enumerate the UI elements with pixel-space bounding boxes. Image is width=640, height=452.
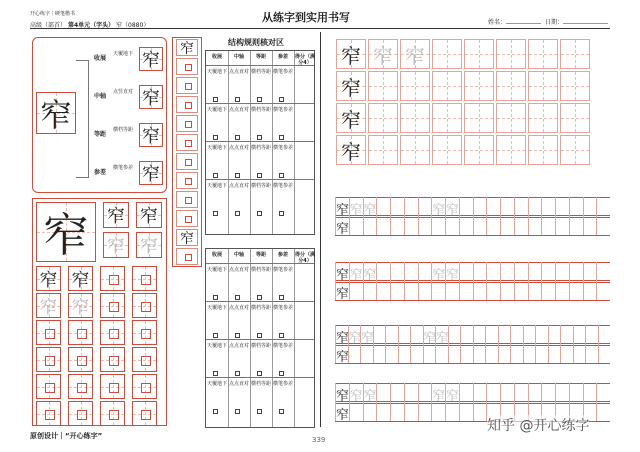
- practice-grid-cell[interactable]: [560, 39, 590, 69]
- model-char: 窄: [39, 96, 72, 134]
- check-note: 点点直对: [229, 69, 250, 75]
- level-label: 高级（部首）: [30, 22, 67, 29]
- practice-cell[interactable]: [36, 293, 61, 318]
- checkbox[interactable]: [257, 201, 262, 220]
- practice-cell[interactable]: [132, 266, 157, 291]
- line-char: 窄: [336, 287, 350, 302]
- practice-grid-cell[interactable]: [560, 135, 590, 165]
- footer-design: 原创设计｜“开心练字”: [30, 432, 103, 440]
- practice-cell[interactable]: [36, 266, 61, 291]
- practice-grid-cell[interactable]: [368, 103, 398, 133]
- practice-cell[interactable]: [68, 374, 93, 399]
- practice-grid-cell[interactable]: [400, 103, 430, 133]
- check-note: 横笔参差: [273, 107, 294, 113]
- center-divider: [320, 32, 321, 427]
- practice-char: 窄: [142, 126, 160, 147]
- analysis-label: 中轴: [94, 93, 107, 100]
- practice-char: 窄: [341, 43, 361, 68]
- practice-cell[interactable]: [132, 293, 157, 318]
- check-table: [205, 50, 315, 235]
- check-note: 点点直对: [229, 267, 250, 273]
- check-note: 天覆地下: [207, 145, 228, 151]
- practice-grid-cell[interactable]: [560, 71, 590, 101]
- check-note: 横档等距: [251, 267, 272, 273]
- practice-char: 窄: [39, 269, 58, 291]
- practice-cell[interactable]: [36, 320, 61, 345]
- line-char: 窄: [361, 331, 375, 346]
- check-note: 天覆地下: [207, 267, 228, 273]
- check-note: 横档等距: [251, 107, 272, 113]
- model-char-box: [36, 92, 76, 134]
- check-note: 点点直对: [229, 305, 250, 311]
- practice-cell[interactable]: [103, 232, 129, 258]
- check-header: 中轴: [233, 54, 244, 60]
- stroke-cell[interactable]: [176, 229, 198, 246]
- practice-char: 窄: [71, 296, 90, 318]
- practice-grid-cell[interactable]: [400, 71, 430, 101]
- practice-cell[interactable]: [136, 232, 162, 258]
- stroke-cell[interactable]: [176, 134, 198, 151]
- practice-grid-cell[interactable]: [400, 135, 430, 165]
- check-note: 天覆地下: [207, 69, 228, 75]
- practice-grid-cell[interactable]: [432, 71, 462, 101]
- watermark: 知乎 @开心练字: [487, 415, 589, 435]
- practice-grid-cell[interactable]: [336, 71, 366, 101]
- unit-label: 第4单元（字头）: [67, 22, 115, 29]
- check-note: 点点直对: [229, 107, 250, 113]
- practice-grid-cell[interactable]: [464, 39, 494, 69]
- practice-cell[interactable]: [132, 320, 157, 345]
- practice-cell[interactable]: [100, 320, 125, 345]
- line-char: 窄: [336, 203, 350, 218]
- check-note: 天覆地下: [207, 343, 228, 349]
- check-header: 中轴: [233, 252, 244, 258]
- big-char: 窄: [43, 208, 89, 262]
- check-note: 横笔参差: [273, 343, 294, 349]
- practice-grid-cell[interactable]: [336, 39, 366, 69]
- analysis-char-cell[interactable]: [139, 47, 163, 71]
- analysis-note: 天覆地下: [112, 51, 133, 57]
- stroke-cell[interactable]: [176, 153, 198, 170]
- practice-cell[interactable]: [100, 347, 125, 372]
- line-char: 窄: [336, 331, 350, 346]
- date-field[interactable]: [545, 17, 608, 26]
- check-table-title: 结构规则核对区: [228, 38, 284, 47]
- stroke-cell[interactable]: [176, 248, 198, 265]
- practice-grid-cell[interactable]: [528, 39, 558, 69]
- check-note: 横笔参差: [273, 145, 294, 151]
- check-note: 点点直对: [229, 381, 250, 387]
- stroke-cell[interactable]: [176, 191, 198, 208]
- line-char: 窄: [349, 203, 363, 218]
- analysis-note: 点竖直对: [112, 89, 133, 95]
- checkbox[interactable]: [235, 201, 240, 220]
- practice-grid-cell[interactable]: [496, 135, 526, 165]
- practice-grid-cell[interactable]: [368, 135, 398, 165]
- practice-grid-cell[interactable]: [560, 103, 590, 133]
- check-note: 点点直对: [229, 145, 250, 151]
- practice-char: 窄: [142, 164, 160, 185]
- practice-char: 窄: [142, 88, 160, 109]
- check-header: 收展: [211, 54, 222, 60]
- practice-char: 窄: [140, 236, 158, 257]
- line-char: 窄: [349, 389, 363, 404]
- check-note: 横笔参差: [273, 381, 294, 387]
- check-note: 横档等距: [251, 381, 272, 387]
- analysis-note: 横档等距: [112, 127, 133, 133]
- line-char: 窄: [436, 331, 450, 346]
- line-char: 窄: [446, 268, 460, 283]
- line-char: 窄: [348, 331, 362, 346]
- practice-cell[interactable]: [36, 401, 61, 426]
- check-note: 横笔参差: [273, 305, 294, 311]
- check-note: 横笔参差: [273, 69, 294, 75]
- line-char: 窄: [336, 350, 350, 365]
- practice-grid-cell[interactable]: [432, 135, 462, 165]
- practice-cell[interactable]: [68, 293, 93, 318]
- practice-char: 窄: [405, 43, 425, 68]
- stroke-char: 窄: [180, 230, 194, 247]
- practice-cell[interactable]: [132, 374, 157, 399]
- practice-char: 窄: [39, 296, 58, 318]
- practice-grid-cell[interactable]: [496, 39, 526, 69]
- line-char: 窄: [363, 268, 377, 283]
- check-header: 等距: [255, 252, 266, 258]
- practice-char: 窄: [107, 206, 125, 227]
- line-char: 窄: [336, 222, 350, 237]
- practice-char: 窄: [71, 269, 90, 291]
- check-note: 横档等距: [251, 145, 272, 151]
- practice-grid-cell[interactable]: [496, 71, 526, 101]
- check-header: 参差: [277, 54, 288, 60]
- check-note: 点点直对: [229, 343, 250, 349]
- connector: [76, 60, 89, 178]
- practice-char: 窄: [341, 139, 361, 164]
- practice-cell[interactable]: [132, 347, 157, 372]
- practice-cell[interactable]: [100, 266, 125, 291]
- practice-line: [335, 363, 610, 364]
- practice-line: [335, 300, 610, 301]
- checkbox[interactable]: [257, 399, 262, 418]
- analysis-char-cell[interactable]: [139, 85, 163, 109]
- check-note: 横档等距: [251, 183, 272, 189]
- practice-cell[interactable]: [103, 202, 129, 228]
- analysis-note: 横笔参差: [112, 165, 133, 171]
- date-label: 日期：: [545, 19, 564, 26]
- line-char: 窄: [432, 389, 446, 404]
- stroke-cell[interactable]: [176, 172, 198, 189]
- practice-cell[interactable]: [100, 401, 125, 426]
- practice-grid-cell[interactable]: [464, 71, 494, 101]
- line-char: 窄: [432, 203, 446, 218]
- practice-cell[interactable]: [68, 347, 93, 372]
- stroke-cell[interactable]: [176, 115, 198, 132]
- practice-cell[interactable]: [68, 320, 93, 345]
- check-header: 收展: [211, 252, 222, 258]
- practice-cell[interactable]: [36, 347, 61, 372]
- stroke-cell[interactable]: [176, 77, 198, 94]
- check-table: [205, 248, 315, 428]
- checkbox[interactable]: [213, 201, 218, 220]
- practice-grid-cell[interactable]: [464, 103, 494, 133]
- check-header: 参差: [277, 252, 288, 258]
- practice-grid-cell[interactable]: [368, 39, 398, 69]
- practice-char: 窄: [341, 107, 361, 132]
- practice-char: 窄: [373, 43, 393, 68]
- checkbox[interactable]: [235, 399, 240, 418]
- name-field[interactable]: [488, 17, 541, 26]
- practice-grid-cell[interactable]: [528, 103, 558, 133]
- practice-line: [335, 235, 610, 236]
- checkbox[interactable]: [279, 201, 284, 220]
- big-char-cell: [36, 202, 96, 262]
- line-char: 窄: [446, 389, 460, 404]
- line-char: 窄: [363, 203, 377, 218]
- stroke-cell[interactable]: [176, 39, 198, 56]
- check-note: 横档等距: [251, 69, 272, 75]
- practice-grid-cell[interactable]: [368, 71, 398, 101]
- check-note: 天覆地下: [207, 107, 228, 113]
- practice-char: 窄: [107, 236, 125, 257]
- practice-cell[interactable]: [68, 266, 93, 291]
- check-note: 点点直对: [229, 183, 250, 189]
- check-note: 天覆地下: [207, 381, 228, 387]
- analysis-char-cell[interactable]: [139, 161, 163, 185]
- practice-grid-cell[interactable]: [464, 135, 494, 165]
- practice-grid-cell[interactable]: [432, 103, 462, 133]
- practice-cell[interactable]: [68, 401, 93, 426]
- analysis-label: 参差: [94, 169, 107, 176]
- practice-grid-cell[interactable]: [336, 135, 366, 165]
- practice-grid-cell[interactable]: [528, 71, 558, 101]
- stroke-char: 窄: [180, 40, 194, 57]
- char-code: 窄（0880）: [116, 22, 150, 29]
- check-note: 横笔参差: [273, 267, 294, 273]
- practice-cell[interactable]: [132, 401, 157, 426]
- line-char: 窄: [336, 408, 350, 423]
- check-note: 横档等距: [251, 343, 272, 349]
- check-note: 横档等距: [251, 305, 272, 311]
- page-title: 从练字到实用书写: [262, 11, 350, 24]
- header-rule: [30, 28, 610, 29]
- practice-grid-cell[interactable]: [400, 39, 430, 69]
- stroke-cell[interactable]: [176, 58, 198, 75]
- practice-grid-cell[interactable]: [336, 103, 366, 133]
- line-char: 窄: [349, 268, 363, 283]
- check-note: 天覆地下: [207, 183, 228, 189]
- practice-cell[interactable]: [100, 374, 125, 399]
- line-char: 窄: [336, 268, 350, 283]
- analysis-char-cell[interactable]: [139, 123, 163, 147]
- check-note: 天覆地下: [207, 305, 228, 311]
- line-char: 窄: [423, 331, 437, 346]
- line-char: 窄: [336, 389, 350, 404]
- checkbox[interactable]: [279, 399, 284, 418]
- series-label: 开心练字｜硬笔楷书: [30, 11, 76, 17]
- checkbox[interactable]: [213, 399, 218, 418]
- practice-grid-cell[interactable]: [528, 135, 558, 165]
- practice-char: 窄: [140, 206, 158, 227]
- practice-cell[interactable]: [100, 293, 125, 318]
- practice-grid-cell[interactable]: [496, 103, 526, 133]
- analysis-label: 等距: [94, 131, 107, 138]
- name-label: 姓名：: [488, 19, 507, 26]
- check-header: 得分（满分4）: [295, 252, 316, 264]
- analysis-label: 收展: [94, 55, 107, 62]
- line-char: 窄: [363, 389, 377, 404]
- check-header: 等距: [255, 54, 266, 60]
- stroke-cell[interactable]: [176, 96, 198, 113]
- check-note: 横笔参差: [273, 183, 294, 189]
- practice-char: 窄: [341, 75, 361, 100]
- practice-char: 窄: [142, 50, 160, 71]
- practice-cell[interactable]: [36, 374, 61, 399]
- page-number: 339: [312, 436, 326, 444]
- practice-cell[interactable]: [136, 202, 162, 228]
- practice-grid-cell[interactable]: [432, 39, 462, 69]
- check-header: 得分（满分4）: [295, 54, 316, 66]
- stroke-cell[interactable]: [176, 210, 198, 227]
- line-char: 窄: [446, 203, 460, 218]
- line-char: 窄: [432, 268, 446, 283]
